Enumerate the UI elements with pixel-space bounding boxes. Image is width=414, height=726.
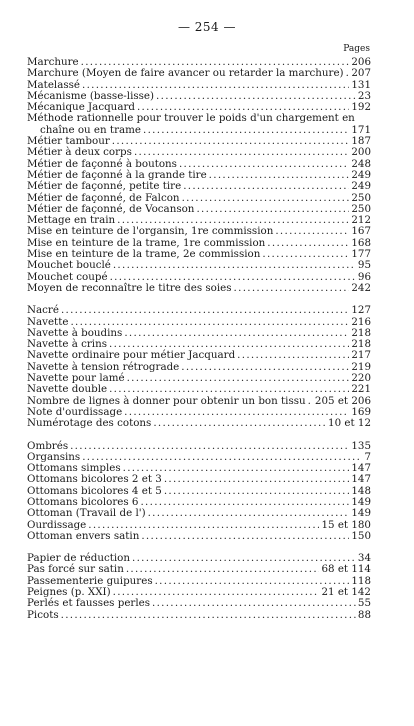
entry-term: Navette à tension rétrograde — [27, 360, 180, 373]
entry-page: 88 — [357, 608, 371, 621]
leader-dots — [182, 193, 350, 204]
entry-term: Matelassé — [27, 78, 81, 91]
entry-page: 249 — [351, 180, 371, 193]
entry-page: 34 — [357, 552, 371, 565]
index-section — [27, 441, 371, 543]
entry-term: Ottoman envers satin — [27, 529, 140, 542]
leader-dots — [209, 170, 350, 181]
entry-term: Méthode rationnelle pour trouver le poids d'un chargement en — [27, 112, 355, 125]
section-gap — [27, 294, 371, 305]
entry-page: 187 — [351, 135, 371, 148]
entry-page: 15 et 180 — [321, 518, 371, 531]
index-entry — [27, 260, 371, 271]
leader-dots — [267, 238, 349, 249]
entry-page: 68 et 114 — [321, 563, 371, 576]
entry-page: 249 — [351, 168, 371, 181]
entry-page: 205 et 206 — [314, 394, 371, 407]
entry-term: chaîne ou en trame — [40, 123, 141, 136]
leader-dots — [181, 362, 349, 373]
entry-page: 23 — [357, 89, 371, 102]
entry-page: 221 — [351, 383, 371, 396]
leader-dots — [140, 497, 349, 508]
entry-term: Métier de façonné, de Falcon — [27, 191, 180, 204]
leader-dots — [141, 531, 349, 542]
entry-page: 171 — [351, 123, 371, 136]
leader-dots — [134, 147, 349, 158]
entry-page: 220 — [351, 372, 371, 385]
leader-dots — [262, 249, 349, 260]
index-entry — [27, 384, 371, 395]
entry-page: 135 — [351, 439, 371, 452]
entry-page: 55 — [357, 597, 371, 610]
page-number: — 254 — — [177, 20, 237, 34]
entry-page: 169 — [351, 405, 371, 418]
leader-dots — [61, 610, 356, 621]
entry-page: 96 — [357, 270, 371, 283]
entry-page: 148 — [351, 484, 371, 497]
entry-page: 7 — [364, 450, 371, 463]
entry-term: Navette à boudins — [27, 326, 123, 339]
entry-term: Mise en teinture de la trame, 2e commission — [27, 248, 261, 261]
index-entry — [27, 598, 371, 609]
entry-page: 219 — [351, 360, 371, 373]
leader-dots — [124, 407, 349, 418]
pages-column-header: Pages — [343, 44, 370, 54]
entry-term: Moyen de reconnaître le titre des soies — [27, 281, 232, 294]
entry-term: Ottomans bicolores 4 et 5 — [27, 484, 162, 497]
entry-term: Numérotage des cotons — [27, 417, 152, 430]
leader-dots — [164, 486, 350, 497]
index-entry — [27, 531, 371, 542]
leader-dots — [275, 226, 349, 237]
entry-term: Navette — [27, 315, 69, 328]
leader-dots — [237, 350, 349, 361]
entry-term: Note d'ourdissage — [27, 405, 123, 418]
leader-dots — [82, 452, 362, 463]
entry-page: 217 — [351, 349, 371, 362]
index-entry — [27, 181, 371, 192]
leader-dots — [61, 305, 349, 316]
leader-dots — [346, 68, 350, 79]
entry-term: Métier de façonné à boutons — [27, 157, 177, 170]
entry-term: Ottomans simples — [27, 462, 121, 475]
entry-page: 168 — [351, 236, 371, 249]
index-entry — [27, 68, 371, 79]
entry-term: Mise en teinture de l'organsin, 1re commission — [27, 225, 274, 238]
index-entry — [27, 283, 371, 294]
entry-page: 149 — [351, 507, 371, 520]
entry-term: Passementerie guipures — [27, 574, 153, 587]
entry-term: Organsins — [27, 450, 81, 463]
entry-term: Marchure — [27, 56, 79, 68]
entry-page: 192 — [351, 101, 371, 114]
entry-term: Mouchet coupé — [27, 270, 108, 283]
entry-page: 21 et 142 — [321, 586, 371, 599]
entry-term: Ottomans bicolores 6 — [27, 495, 139, 508]
entry-page: 149 — [351, 495, 371, 508]
entry-page: 150 — [351, 529, 371, 542]
entry-page: 207 — [351, 67, 371, 80]
entry-page: 216 — [351, 315, 371, 328]
leader-dots — [109, 384, 349, 395]
entry-term: Métier de façonné, petite tire — [27, 180, 182, 193]
leader-dots — [153, 418, 326, 429]
entry-term: Picots — [27, 608, 59, 621]
entry-term: Navette double — [27, 383, 108, 396]
section-gap — [27, 430, 371, 441]
entry-term: Métier à deux corps — [27, 146, 132, 159]
entry-page: 131 — [351, 78, 371, 91]
entry-term: Mécanisme (basse-lisse) — [27, 89, 155, 102]
entry-term: Ombrés — [27, 439, 69, 452]
leader-dots — [196, 204, 349, 215]
entry-term: Nombre de lignes à donner pour obtenir un bon tissu — [27, 394, 306, 407]
entry-page: 242 — [351, 281, 371, 294]
leader-dots — [152, 598, 356, 609]
entry-page: 248 — [351, 157, 371, 170]
entry-term: Navette pour lamé — [27, 372, 125, 385]
entry-page: 95 — [357, 259, 371, 272]
entry-page: 250 — [351, 202, 371, 215]
leader-dots — [143, 125, 349, 136]
entry-term: Ottoman (Travail de l') — [27, 507, 146, 520]
entry-term: Marchure (Moyen de faire avancer ou retarder la marchure) — [27, 67, 344, 80]
index-entry — [27, 508, 371, 519]
entry-page: 167 — [351, 225, 371, 238]
index-section — [27, 57, 371, 294]
entry-term: Peignes (p. XXI) — [27, 586, 111, 599]
entry-page: 218 — [351, 326, 371, 339]
leader-dots — [155, 576, 350, 587]
entry-term: Métier de façonné à la grande tire — [27, 168, 207, 181]
entry-term: Navette ordinaire pour métier Jacquard — [27, 349, 236, 362]
entry-page: 147 — [351, 473, 371, 486]
entry-term: Nacré — [27, 304, 59, 317]
entry-page: 10 et 12 — [328, 417, 371, 430]
index-section — [27, 553, 371, 621]
leader-dots — [164, 474, 350, 485]
leader-dots — [234, 283, 350, 294]
index-entry — [27, 610, 371, 621]
leader-dots — [127, 373, 350, 384]
entry-term: Mettage en train — [27, 214, 116, 227]
entry-term: Papier de réduction — [27, 552, 131, 565]
leader-dots — [126, 564, 320, 575]
entry-term: Métier tambour — [27, 135, 110, 148]
entry-page: 177 — [351, 248, 371, 261]
index-entry — [27, 305, 371, 316]
leader-dots — [308, 396, 313, 407]
entry-term: Mouchet bouclé — [27, 259, 111, 272]
leader-dots — [70, 441, 349, 452]
entry-term: Mise en teinture de la trame, 1re commission — [27, 236, 266, 249]
leader-dots — [112, 136, 350, 147]
leader-dots — [113, 260, 356, 271]
entry-page: 127 — [351, 304, 371, 317]
entry-term: Mécanique Jacquard — [27, 101, 135, 114]
leader-dots — [148, 508, 350, 519]
entry-term: Pas forcé sur satin — [27, 563, 124, 576]
entry-term: Navette à crins — [27, 338, 108, 351]
entry-page: 212 — [351, 214, 371, 227]
entry-page: 147 — [351, 462, 371, 475]
entry-term: Perlés et fausses perles — [27, 597, 151, 610]
index-section — [27, 305, 371, 429]
leader-dots — [183, 181, 349, 192]
leader-dots — [156, 91, 356, 102]
entry-term: Ourdissage — [27, 518, 87, 531]
entry-page: 218 — [351, 338, 371, 351]
index-entry — [27, 474, 371, 485]
entry-term: Métier de façonné, de Vocanson — [27, 202, 195, 215]
entry-term: Ottomans bicolores 2 et 3 — [27, 473, 162, 486]
entry-page: 206 — [351, 56, 371, 68]
entry-page: 250 — [351, 191, 371, 204]
entry-page: 200 — [351, 146, 371, 159]
leader-dots — [124, 328, 349, 339]
index-entry — [27, 418, 371, 429]
entry-page: 118 — [351, 574, 371, 587]
index-list — [27, 57, 371, 621]
index-entry — [27, 147, 371, 158]
